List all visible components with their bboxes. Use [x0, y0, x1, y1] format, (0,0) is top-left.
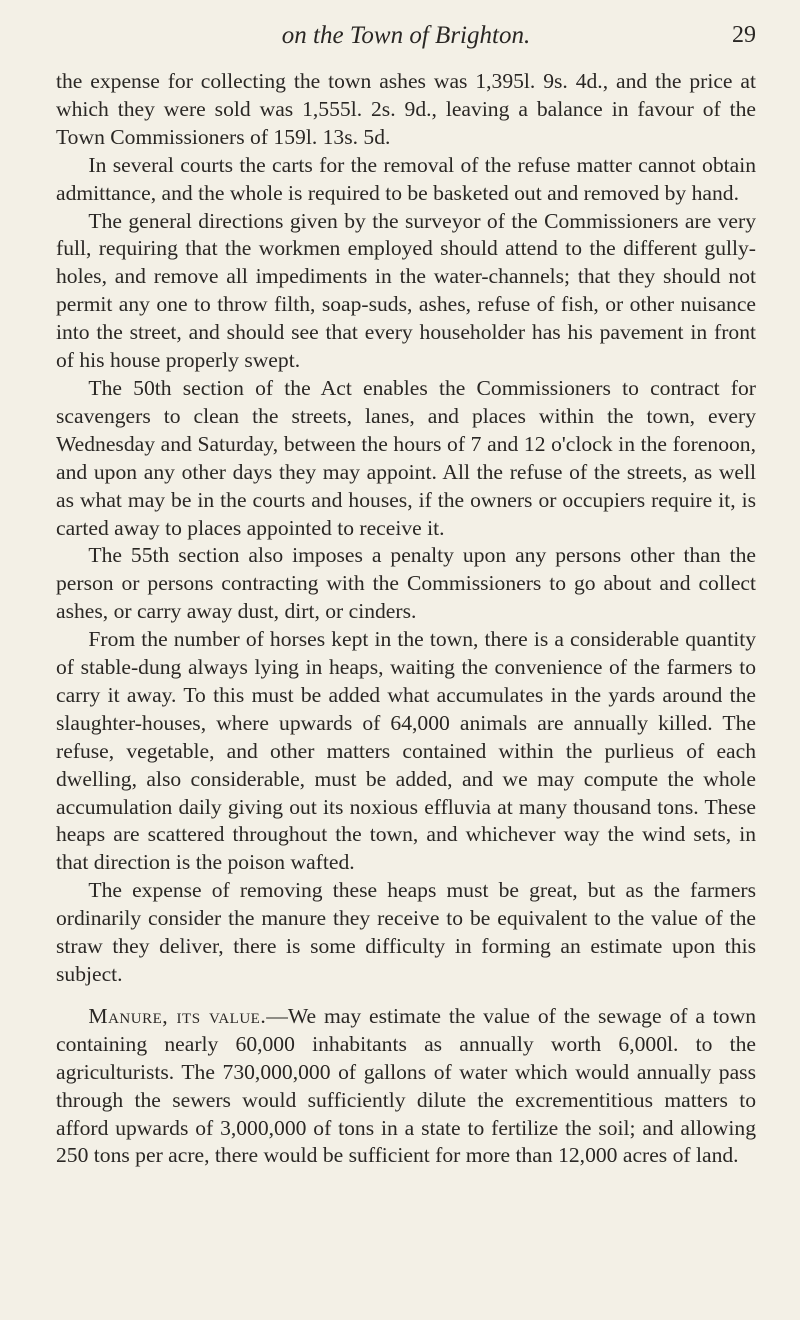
- page-header: [56, 22, 756, 56]
- running-title: on the Town of Brighton.: [281, 22, 531, 49]
- paragraph: The 55th section also imposes a penalty upon any persons other than the person or persons contracting with the Commissioners to go about and collect ashes, or carry away dust, dirt, or cinders.: [56, 543, 756, 624]
- paragraph: The 50th section of the Act enables the Commissioners to contract for scavengers to clean the streets, lanes, and places within the town, every Wednesday and Saturday, between the hours of 7 and 12 o'clock in the forenoon, and upon any other days they may appoint. All the refuse of the streets, as well as what may be in the courts and houses, if the owners or occupiers require it, is carted away to places appointed to receive it.: [56, 375, 756, 540]
- section-text: —We may estimate the value of the sewage of a town containing nearly 60,000 inhabitants as annually worth 6,000l. to the agriculturists. The 730,000,000 of gallons of water which would annually pass through the sewers would sufficiently dilute the excrementitious matters to afford upwards of 3,000,000 of tons in a state to fertilize the soil; and allowing 250 tons per acre, there would be sufficient for more than 12,000 acres of land.: [56, 1003, 756, 1168]
- paragraph: the expense for collecting the town ashes was 1,395l. 9s. 4d., and the price at which they were sold was 1,555l. 2s. 9d., leaving a balance in favour of the Town Commissioners of 159l. 13s. 5d.: [56, 69, 756, 149]
- paragraph: The expense of removing these heaps must be great, but as the farmers ordinarily consider the manure they receive to be equivalent to the value of the straw they deliver, there is some difficulty in forming an estimate upon this subject.: [56, 878, 756, 986]
- paragraph: From the number of horses kept in the town, there is a considerable quantity of stable-dung always lying in heaps, waiting the convenience of the farmers to carry it away. To this must be added what accumulates in the yards around the slaughter-houses, where upwards of 64,000 animals are annually killed. The refuse, vegetable, and other matters contained within the purlieus of each dwelling, also considerable, must be added, and we may compute the whole accumulation daily giving out its noxious effluvia at many thousand tons. These heaps are scattered throughout the town, and whichever way the wind sets, in that direction is the poison wafted.: [56, 627, 756, 875]
- paragraph: In several courts the carts for the removal of the refuse matter cannot obtain admittance, and the whole is required to be basketed out and removed by hand.: [56, 152, 756, 205]
- body-text: [56, 68, 756, 1170]
- paragraph: The general directions given by the surveyor of the Commissioners are very full, requiring that the workmen employed should attend to the different gully-holes, and remove all impediments in the water-channels; that they should not permit any one to throw filth, soap-suds, ashes, refuse of fish, or other nuisance into the street, and should see that every householder has his pavement in front of his house properly swept.: [56, 208, 756, 373]
- page-number: 29: [732, 22, 756, 48]
- manure-section-paragraph: [56, 1003, 756, 1170]
- section-heading: Manure, its value.: [88, 1003, 267, 1028]
